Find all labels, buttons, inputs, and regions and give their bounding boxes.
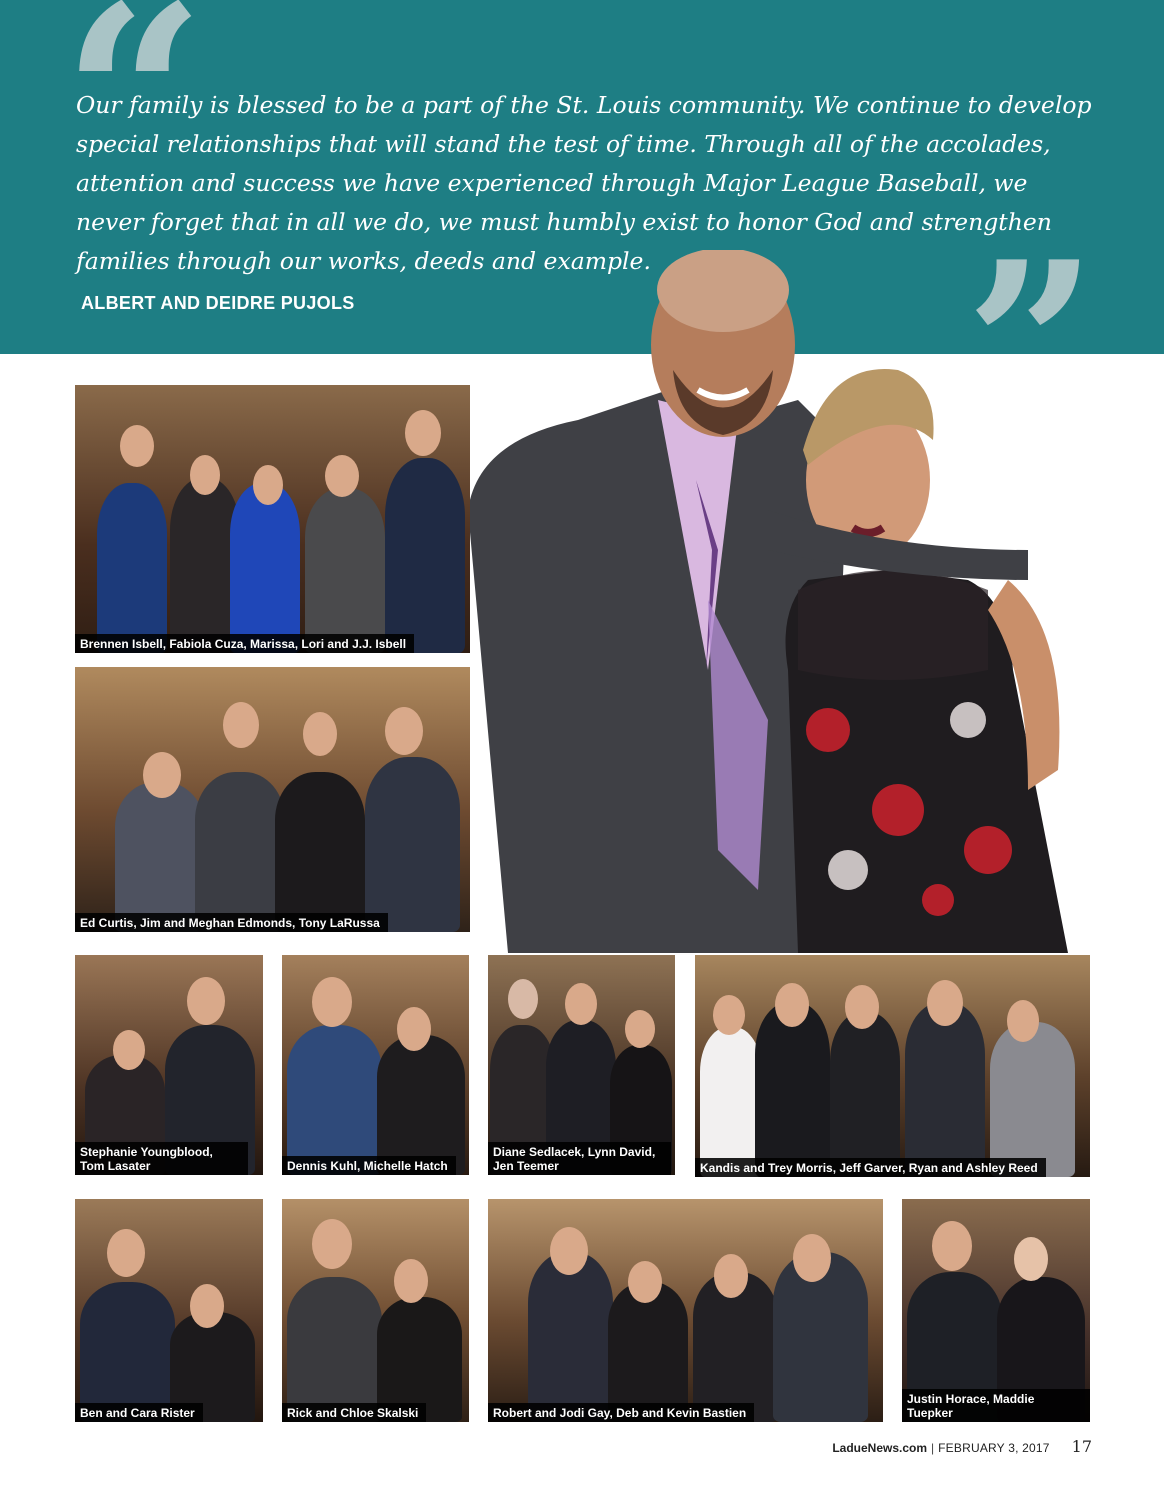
photo-caption: Dennis Kuhl, Michelle Hatch (282, 1156, 456, 1175)
close-quote-mark: ” (965, 212, 1098, 482)
photo-caption: Ed Curtis, Jim and Meghan Edmonds, Tony LaRussa (75, 913, 388, 932)
event-photo-1 (75, 385, 470, 653)
site-name: LadueNews.com (832, 1441, 928, 1455)
event-photo-5 (488, 955, 675, 1175)
event-photo-2 (75, 667, 470, 932)
photo-caption: Justin Horace, Maddie Tuepker (902, 1389, 1090, 1422)
photo-caption: Stephanie Youngblood, Tom Lasater (75, 1142, 248, 1175)
photo-caption: Ben and Cara Rister (75, 1403, 203, 1422)
photo-caption: Rick and Chloe Skalski (282, 1403, 426, 1422)
photo-caption: Diane Sedlacek, Lynn David, Jen Teemer (488, 1142, 671, 1175)
event-photo-8 (282, 1199, 469, 1422)
open-quote-mark: “ (62, 0, 206, 244)
quote-attribution: ALBERT AND DEIDRE PUJOLS (81, 293, 355, 313)
issue-date: FEBRUARY 3, 2017 (938, 1441, 1050, 1455)
page-number: 17 (1071, 1437, 1092, 1456)
photo-caption: Brennen Isbell, Fabiola Cuza, Marissa, Lori and J.J. Isbell (75, 634, 414, 653)
photo-caption: Kandis and Trey Morris, Jeff Garver, Ryan and Ashley Reed (695, 1158, 1046, 1177)
pull-quote: Our family is blessed to be a part of the St. Louis community. We continue to develop special relationships that will stand the test of time. Through all of the accolades, attention and success we have experienced through Major League Baseball, we never forget that in all we do, we must humbly exist to honor God and strengthen families through our works, deeds and example. (76, 91, 1092, 275)
event-photo-4 (282, 955, 469, 1175)
hero-couple-photo (468, 250, 1093, 953)
footer-separator: | (931, 1441, 935, 1455)
event-photo-10 (902, 1199, 1090, 1422)
event-photo-7 (75, 1199, 263, 1422)
event-photo-3 (75, 955, 263, 1175)
page-footer (832, 1437, 1092, 1457)
event-photo-9 (488, 1199, 883, 1422)
photo-caption: Robert and Jodi Gay, Deb and Kevin Bastien (488, 1403, 754, 1422)
event-photo-6 (695, 955, 1090, 1177)
